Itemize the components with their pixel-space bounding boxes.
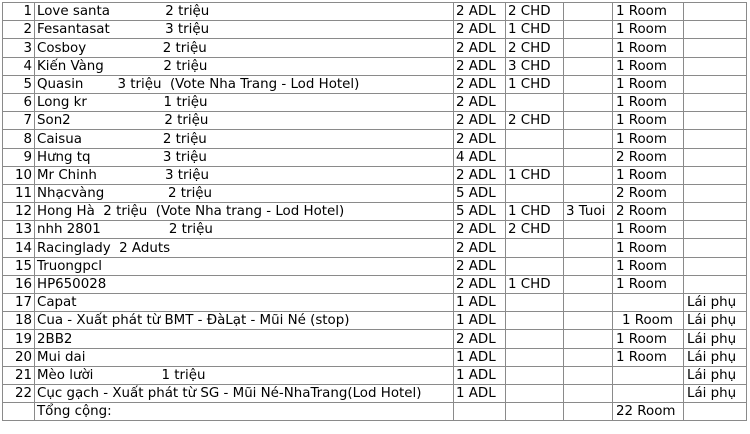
child-count-cell[interactable]: 3 CHD: [506, 57, 564, 75]
extra-info-cell[interactable]: [564, 221, 613, 239]
note-cell[interactable]: [684, 130, 747, 148]
note-cell[interactable]: [684, 148, 747, 166]
room-count-cell[interactable]: 1 Room: [613, 57, 684, 75]
extra-info-cell[interactable]: [564, 148, 613, 166]
row-number-cell[interactable]: 9: [3, 148, 35, 166]
guest-name-cell[interactable]: Truongpcl: [35, 257, 454, 275]
extra-info-cell[interactable]: [564, 239, 613, 257]
row-number-cell[interactable]: 11: [3, 184, 35, 202]
row-number-cell[interactable]: 5: [3, 75, 35, 93]
row-number-cell[interactable]: 17: [3, 294, 35, 312]
table-row: [3, 384, 747, 402]
adult-count-cell[interactable]: 2 ADL: [454, 57, 506, 75]
room-count-cell[interactable]: 1 Room: [613, 21, 684, 39]
note-cell[interactable]: Lái phụ: [684, 366, 747, 384]
table-row: [3, 75, 747, 93]
extra-info-cell[interactable]: 3 Tuoi: [564, 203, 613, 221]
adult-count-cell[interactable]: 2 ADL: [454, 166, 506, 184]
guest-name-cell[interactable]: Son2 2 triệu: [35, 112, 454, 130]
child-count-cell[interactable]: 2 CHD: [506, 39, 564, 57]
child-count-cell[interactable]: [506, 93, 564, 111]
extra-info-cell[interactable]: [564, 21, 613, 39]
guest-name-cell[interactable]: Caisua 2 triệu: [35, 130, 454, 148]
child-count-cell[interactable]: [506, 239, 564, 257]
room-count-cell[interactable]: 1 Room: [613, 166, 684, 184]
child-count-cell[interactable]: 1 CHD: [506, 203, 564, 221]
extra-info-cell[interactable]: [564, 257, 613, 275]
table-row: [3, 93, 747, 111]
table-row: [3, 239, 747, 257]
room-count-cell[interactable]: 1 Room: [613, 39, 684, 57]
guest-name-cell[interactable]: Mr Chinh 3 triệu: [35, 166, 454, 184]
note-cell[interactable]: Lái phụ: [684, 312, 747, 330]
adult-count-cell[interactable]: 4 ADL: [454, 148, 506, 166]
extra-info-cell[interactable]: [564, 112, 613, 130]
extra-info-cell[interactable]: [564, 166, 613, 184]
table-row: [3, 294, 747, 312]
extra-info-cell[interactable]: [564, 384, 613, 402]
child-count-cell[interactable]: 1 CHD: [506, 21, 564, 39]
note-cell[interactable]: [684, 275, 747, 293]
note-cell[interactable]: [684, 57, 747, 75]
guest-name-cell[interactable]: Hong Hà 2 triệu (Vote Nha trang - Lod Hotel): [35, 203, 454, 221]
guest-name-cell[interactable]: Kiến Vàng 2 triệu: [35, 57, 454, 75]
table-row: [3, 312, 747, 330]
room-count-cell[interactable]: 2 Room: [613, 148, 684, 166]
adult-count-cell[interactable]: 2 ADL: [454, 239, 506, 257]
guest-name-cell[interactable]: Capat: [35, 294, 454, 312]
child-count-cell[interactable]: [506, 312, 564, 330]
table-row: [3, 366, 747, 384]
child-count-cell[interactable]: [506, 330, 564, 348]
note-cell[interactable]: [684, 184, 747, 202]
guest-name-cell[interactable]: Long kr 1 triệu: [35, 93, 454, 111]
table-row: [3, 166, 747, 184]
row-number-cell[interactable]: 22: [3, 384, 35, 402]
extra-info-cell[interactable]: [564, 130, 613, 148]
adult-count-cell[interactable]: 5 ADL: [454, 184, 506, 202]
guest-name-cell[interactable]: Mèo lười 1 triệu: [35, 366, 454, 384]
extra-info-cell[interactable]: [564, 330, 613, 348]
room-count-cell[interactable]: 1 Room: [613, 348, 684, 366]
empty-cell[interactable]: [3, 403, 35, 421]
adult-count-cell[interactable]: 2 ADL: [454, 275, 506, 293]
row-number-cell[interactable]: 4: [3, 57, 35, 75]
note-cell[interactable]: [684, 93, 747, 111]
child-count-cell[interactable]: [506, 148, 564, 166]
adult-count-cell[interactable]: 2 ADL: [454, 39, 506, 57]
guest-name-cell[interactable]: Love santa 2 triệu: [35, 3, 454, 21]
note-cell[interactable]: [684, 112, 747, 130]
extra-info-cell[interactable]: [564, 39, 613, 57]
guest-name-cell[interactable]: Mui dai: [35, 348, 454, 366]
guest-name-cell[interactable]: Hưng tq 3 triệu: [35, 148, 454, 166]
empty-cell[interactable]: [684, 403, 747, 421]
extra-info-cell[interactable]: [564, 348, 613, 366]
table-row: [3, 275, 747, 293]
adult-count-cell[interactable]: 2 ADL: [454, 257, 506, 275]
extra-info-cell[interactable]: [564, 184, 613, 202]
note-cell[interactable]: [684, 221, 747, 239]
room-count-cell[interactable]: 1 Room: [613, 275, 684, 293]
note-cell[interactable]: [684, 239, 747, 257]
room-count-cell[interactable]: 1 Room: [613, 330, 684, 348]
room-count-cell[interactable]: [613, 294, 684, 312]
note-cell[interactable]: [684, 203, 747, 221]
room-count-cell[interactable]: 1 Room: [613, 75, 684, 93]
row-number-cell[interactable]: 14: [3, 239, 35, 257]
room-count-cell[interactable]: 1 Room: [613, 93, 684, 111]
extra-info-cell[interactable]: [564, 366, 613, 384]
table-row: [3, 57, 747, 75]
row-number-cell[interactable]: 18: [3, 312, 35, 330]
adult-count-cell[interactable]: 2 ADL: [454, 330, 506, 348]
room-count-cell[interactable]: 1 Room: [613, 257, 684, 275]
row-number-cell[interactable]: 1: [3, 3, 35, 21]
adult-count-cell[interactable]: 5 ADL: [454, 203, 506, 221]
room-count-cell[interactable]: 1 Room: [613, 239, 684, 257]
row-number-cell[interactable]: 10: [3, 166, 35, 184]
note-cell[interactable]: Lái phụ: [684, 330, 747, 348]
room-count-cell[interactable]: 2 Room: [613, 184, 684, 202]
guest-name-cell[interactable]: 2BB2: [35, 330, 454, 348]
guest-name-cell[interactable]: Racinglady 2 Aduts: [35, 239, 454, 257]
adult-count-cell[interactable]: 2 ADL: [454, 93, 506, 111]
note-cell[interactable]: [684, 3, 747, 21]
note-cell[interactable]: [684, 166, 747, 184]
note-cell[interactable]: [684, 257, 747, 275]
note-cell[interactable]: [684, 75, 747, 93]
total-room-count[interactable]: 22 Room: [613, 403, 684, 421]
child-count-cell[interactable]: 1 CHD: [506, 275, 564, 293]
extra-info-cell[interactable]: [564, 294, 613, 312]
guest-name-cell[interactable]: nhh 2801 2 triệu: [35, 221, 454, 239]
note-cell[interactable]: Lái phụ: [684, 348, 747, 366]
room-count-cell[interactable]: [613, 366, 684, 384]
extra-info-cell[interactable]: [564, 3, 613, 21]
room-count-cell[interactable]: 2 Room: [613, 203, 684, 221]
extra-info-cell[interactable]: [564, 57, 613, 75]
note-cell[interactable]: Lái phụ: [684, 294, 747, 312]
note-cell[interactable]: [684, 39, 747, 57]
row-number-cell[interactable]: 20: [3, 348, 35, 366]
row-number-cell[interactable]: 21: [3, 366, 35, 384]
child-count-cell[interactable]: [506, 184, 564, 202]
row-number-cell[interactable]: 16: [3, 275, 35, 293]
row-number-cell[interactable]: 12: [3, 203, 35, 221]
child-count-cell[interactable]: 2 CHD: [506, 3, 564, 21]
total-label[interactable]: Tổng cộng:: [35, 403, 454, 421]
adult-count-cell[interactable]: 2 ADL: [454, 3, 506, 21]
room-count-cell[interactable]: 1 Room: [613, 112, 684, 130]
guest-name-cell[interactable]: Cục gạch - Xuất phát từ SG - Mũi Né-NhaTrang(Lod Hotel): [35, 384, 454, 402]
child-count-cell[interactable]: 1 CHD: [506, 166, 564, 184]
adult-count-cell[interactable]: 1 ADL: [454, 366, 506, 384]
table-row: [3, 221, 747, 239]
empty-cell[interactable]: [564, 403, 613, 421]
child-count-cell[interactable]: [506, 384, 564, 402]
child-count-cell[interactable]: 2 CHD: [506, 221, 564, 239]
booking-table: [2, 2, 747, 421]
child-count-cell[interactable]: 2 CHD: [506, 112, 564, 130]
extra-info-cell[interactable]: [564, 93, 613, 111]
guest-name-cell[interactable]: Cosboy 2 triệu: [35, 39, 454, 57]
room-count-cell[interactable]: 1 Room: [613, 3, 684, 21]
table-row: [3, 348, 747, 366]
child-count-cell[interactable]: [506, 348, 564, 366]
row-number-cell[interactable]: 13: [3, 221, 35, 239]
adult-count-cell[interactable]: 2 ADL: [454, 112, 506, 130]
adult-count-cell[interactable]: 1 ADL: [454, 312, 506, 330]
child-count-cell[interactable]: [506, 257, 564, 275]
row-number-cell[interactable]: 8: [3, 130, 35, 148]
guest-name-cell[interactable]: Quasin 3 triệu (Vote Nha Trang - Lod Hotel): [35, 75, 454, 93]
child-count-cell[interactable]: [506, 294, 564, 312]
row-number-cell[interactable]: 7: [3, 112, 35, 130]
empty-cell[interactable]: [506, 403, 564, 421]
row-number-cell[interactable]: 19: [3, 330, 35, 348]
table-row: [3, 21, 747, 39]
table-row: [3, 184, 747, 202]
row-number-cell[interactable]: 6: [3, 93, 35, 111]
room-count-cell[interactable]: 1 Room: [613, 130, 684, 148]
adult-count-cell[interactable]: 1 ADL: [454, 384, 506, 402]
note-cell[interactable]: [684, 21, 747, 39]
guest-name-cell[interactable]: HP650028: [35, 275, 454, 293]
extra-info-cell[interactable]: [564, 275, 613, 293]
adult-count-cell[interactable]: 2 ADL: [454, 75, 506, 93]
table-row: [3, 203, 747, 221]
note-cell[interactable]: Lái phụ: [684, 384, 747, 402]
adult-count-cell[interactable]: 2 ADL: [454, 221, 506, 239]
table-row: [3, 330, 747, 348]
empty-cell[interactable]: [454, 403, 506, 421]
table-row: [3, 257, 747, 275]
child-count-cell[interactable]: 1 CHD: [506, 75, 564, 93]
total-row: [3, 403, 747, 421]
row-number-cell[interactable]: 3: [3, 39, 35, 57]
child-count-cell[interactable]: [506, 130, 564, 148]
guest-name-cell[interactable]: Fesantasat 3 triệu: [35, 21, 454, 39]
row-number-cell[interactable]: 15: [3, 257, 35, 275]
table-row: [3, 112, 747, 130]
table-row: [3, 3, 747, 21]
adult-count-cell[interactable]: 2 ADL: [454, 130, 506, 148]
table-row: [3, 39, 747, 57]
guest-name-cell[interactable]: Cua - Xuất phát từ BMT - ĐàLạt - Mũi Né (stop): [35, 312, 454, 330]
room-count-cell[interactable]: 1 Room: [613, 221, 684, 239]
table-row: [3, 148, 747, 166]
adult-count-cell[interactable]: 1 ADL: [454, 348, 506, 366]
guest-name-cell[interactable]: Nhạcvàng 2 triệu: [35, 184, 454, 202]
room-count-cell[interactable]: 1 Room: [613, 312, 684, 330]
adult-count-cell[interactable]: 1 ADL: [454, 294, 506, 312]
extra-info-cell[interactable]: [564, 312, 613, 330]
row-number-cell[interactable]: 2: [3, 21, 35, 39]
adult-count-cell[interactable]: 2 ADL: [454, 21, 506, 39]
table-row: [3, 130, 747, 148]
room-count-cell[interactable]: [613, 384, 684, 402]
extra-info-cell[interactable]: [564, 75, 613, 93]
child-count-cell[interactable]: [506, 366, 564, 384]
